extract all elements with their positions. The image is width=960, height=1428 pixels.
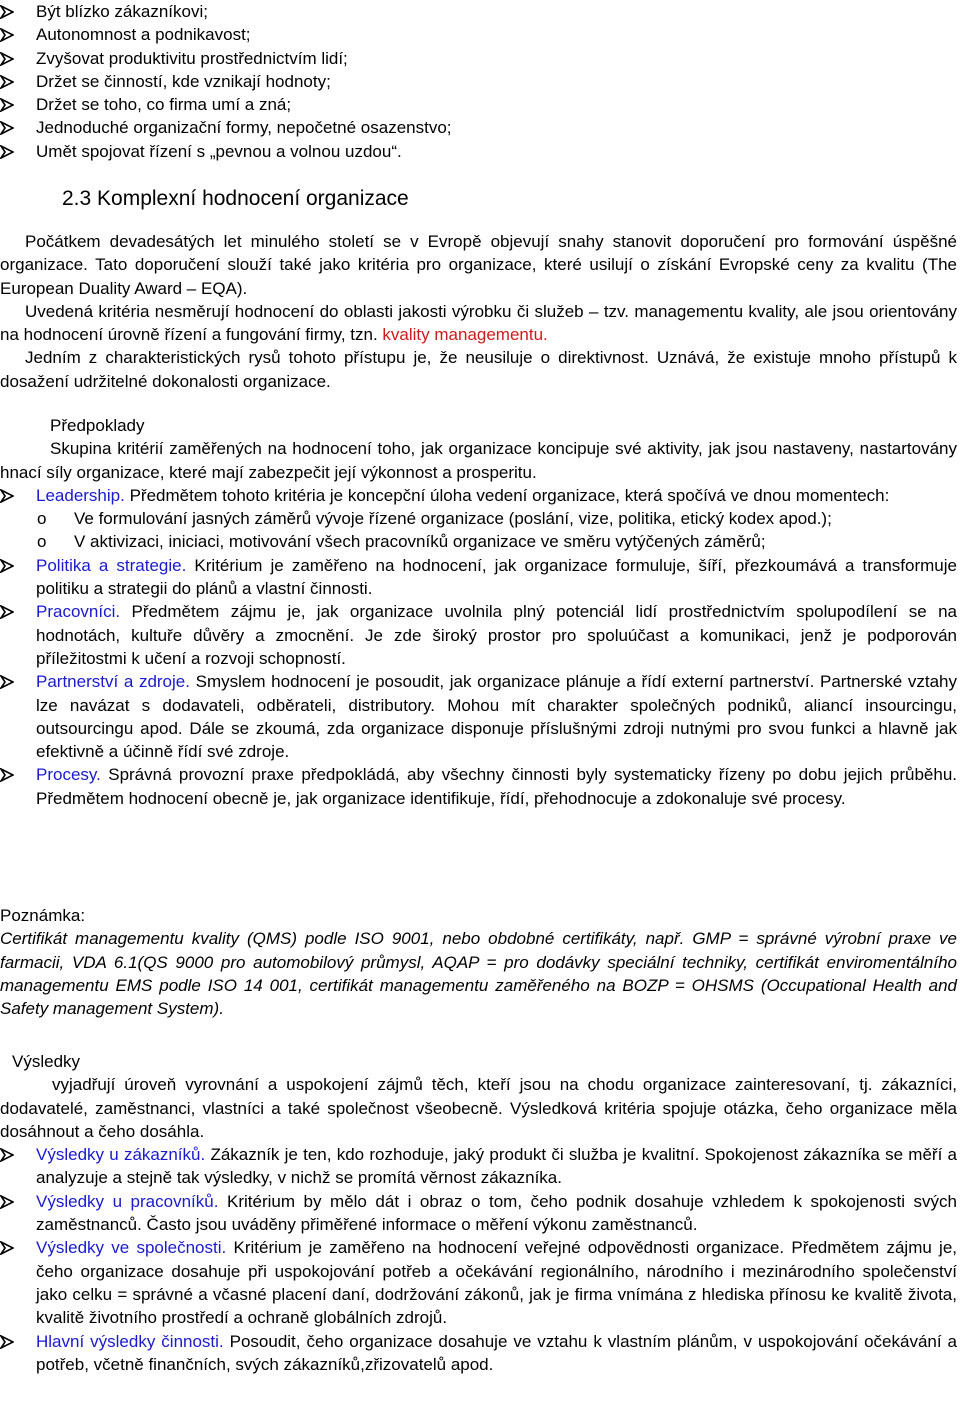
sub-list-item — [0, 530, 957, 553]
criterion-label: Procesy. — [36, 765, 101, 785]
section-heading: 2.3 Komplexní hodnocení organizace — [62, 187, 409, 210]
predpoklady-list-continued — [0, 554, 957, 810]
criterion-text: Kritérium by mělo dát i obraz o tom, čeho podnik dosahuje vzhledem k spokojenosti svých zaměstnanců. Často jsou uváděny přiměřené informace o měření výkonu zaměstnanců. — [36, 1191, 957, 1235]
arrow-bullet-icon — [0, 763, 16, 786]
bullet-text: Zvyšovat produktivitu prostřednictvím lidí; — [36, 48, 348, 68]
arrow-bullet-icon — [0, 116, 16, 139]
sub-item-text: V aktivizaci, iniciaci, motivování všech pracovníků organizace ve směru vytýčených záměrů; — [74, 532, 766, 552]
list-item — [0, 47, 900, 70]
criterion-label: Výsledky u pracovníků. — [36, 1191, 219, 1211]
arrow-bullet-icon — [0, 47, 16, 70]
bullet-text: Být blízko zákazníkovi; — [36, 2, 208, 21]
arrow-bullet-icon — [0, 1143, 16, 1166]
list-item — [0, 1143, 957, 1190]
criterion-text: Posoudit, čeho organizace dosahuje ve vztahu k vlastním plánům, v uspokojování očekávání a potřeb, včetně finančních, svých zákazníků,zřizovatelů apod. — [36, 1331, 957, 1374]
arrow-bullet-icon — [0, 140, 16, 163]
criterion-label: Hlavní výsledky činnosti. — [36, 1331, 224, 1351]
list-item-text — [36, 763, 957, 810]
subsection-heading: Předpoklady — [50, 416, 145, 435]
criterion-label: Leadership. — [36, 485, 125, 505]
criterion-text: Kritérium je zaměřeno na hodnocení, jak organizace formuluje, šíří, přezkoumává a transformuje politiku a strategii do plánů a vlastní činnosti. — [36, 555, 957, 599]
arrow-bullet-icon — [0, 0, 16, 23]
list-item — [0, 484, 957, 507]
list-item-text — [36, 1330, 957, 1377]
bullet-text: Jednoduché organizační formy, nepočetné osazenstvo; — [36, 118, 452, 138]
criterion-label: Politika a strategie. — [36, 555, 187, 575]
predpoklady-list — [0, 484, 957, 507]
note-section — [0, 904, 957, 1020]
list-item — [0, 554, 957, 601]
list-item — [0, 763, 957, 810]
section-body — [0, 230, 957, 393]
section-paragraph: Počátkem devadesátých let minulého století se v Evropě objevují snahy stanovit doporučení pro formování úspěšné organizace. Tato doporučení slouží také jako kritéria pro organizace, které usilují o získání Evropské ceny za kvalitu (The European Duality Award – EQA). — [0, 232, 957, 298]
criterion-text: Smyslem hodnocení je posoudit, jak organizace plánuje a řídí externí partnerství. Partnerské vztahy lze navázat s dodavateli, odběrateli, distributory. Mohou mít charakter společných podniků, aliancí insourcingu, outsourcingu apod. Dále se zkoumá, zda organizace disponuje příslušnými zdroji nutnými pro svou funkci a hlavně jak efektivně a účinně řídí své zdroje. — [36, 672, 957, 762]
section-paragraph: Jedním z charakteristických rysů tohoto přístupu je, že neusiluje o direktivnost. Uznává, že existuje mnoho přístupů k dosažení udržitelné dokonalosti organizace. — [0, 348, 957, 391]
paragraph-text: Uvedená kritéria nesměrují hodnocení do oblasti jakosti výrobku či služeb – tzv. managementu kvality, ale jsou orientovány na hodnocení úrovně řízení a fungování firmy, tzn. — [0, 301, 957, 345]
bullet-text: Držet se toho, co firma umí a zná; — [36, 95, 292, 115]
criterion-text: Kritérium je zaměřeno na hodnocení veřejné odpovědnosti organizace. Předmětem zájmu je, čeho organizace dosahuje při uspokojování potřeb a očekávání regionálního, národního i mezinárodního společenství jako celku = správné a včasné placení daní, dodržování zákonů, jak je firma vnímána z hlediska přínosu ke kvalitě života, kvalitě životního prostředí a ochraně globálních zdrojů. — [36, 1238, 957, 1328]
sub-bullet-marker: o — [37, 532, 47, 552]
bullet-text: Držet se činností, kde vznikají hodnoty; — [36, 71, 331, 91]
criterion-text: Předmětem zájmu je, jak organizace uvolnila plný potenciál lidí prostřednictvím spolupodílení se na hodnotách, kultuře důvěry a zmocnění. Je zde široký prostor pro spoluúčast a komunikaci, jenž je podporován příležitostmi k učení a rozvoji schopností. — [36, 602, 957, 668]
list-item — [0, 670, 957, 763]
bullet-text: Umět spojovat řízení s „pevnou a volnou uzdou“. — [36, 141, 402, 161]
highlight-text: kvality managementu. — [382, 325, 548, 345]
list-item — [0, 600, 957, 670]
criterion-text: Předmětem tohoto kritéria je koncepční úloha vedení organizace, která spočívá ve dnou momentech: — [124, 485, 890, 505]
criterion-label: Pracovníci. — [36, 602, 121, 622]
list-item — [0, 1190, 957, 1237]
sub-bullet-marker: o — [37, 509, 47, 529]
criterion-text: Zákazník je ten, kdo rozhoduje, jaký produkt či služba je kvalitní. Spokojenost zákazníka se měří a analyzuje a stejně tak výsledky, v nichž se promítá věrnost zákazníka. — [36, 1145, 957, 1188]
arrow-bullet-icon — [0, 1330, 16, 1353]
list-item — [0, 93, 900, 116]
arrow-bullet-icon — [0, 23, 16, 46]
criterion-label: Partnerství a zdroje. — [36, 672, 190, 692]
arrow-bullet-icon — [0, 484, 16, 507]
arrow-bullet-icon — [0, 1236, 16, 1259]
criterion-text: Správná provozní praxe předpokládá, aby všechny činnosti byly systematicky řízeny po dobu jejich průběhu. Předmětem hodnocení obecně je, jak organizace identifikuje, řídí, přehodnocuje a zdokonaluje své procesy. — [36, 765, 957, 808]
list-item — [0, 1330, 957, 1377]
list-item-text — [36, 1190, 957, 1237]
list-item — [0, 140, 900, 163]
bullet-text: Autonomnost a podnikavost; — [36, 25, 251, 45]
criterion-label: Výsledky u zákazníků. — [36, 1145, 206, 1165]
list-item — [0, 23, 900, 46]
subsection-heading: Výsledky — [12, 1052, 81, 1071]
list-item-text — [36, 554, 957, 601]
list-item — [0, 1236, 957, 1329]
arrow-bullet-icon — [0, 1190, 16, 1213]
sub-item-text: Ve formulování jasných záměrů vývoje řízené organizace (poslání, vize, politika, etický kodex apod.); — [74, 509, 832, 529]
vysledky-list — [0, 1143, 957, 1376]
leadership-sublist — [0, 507, 957, 554]
list-item-text — [36, 1143, 957, 1190]
note-text: Certifikát managementu kvality (QMS) podle ISO 9001, nebo obdobné certifikáty, např. GMP = správné výrobní praxe ve farmacii, VDA 6.1(QS 9000 pro automobilový průmysl, AQAP = pro dodávky speciální techniky, certifikát enviromentálního managementu EMS podle ISO 14 001, certifikát managementu zaměřeného na BOZP = OHSMS (Occupational Health and Safety management System). — [0, 929, 957, 1019]
arrow-bullet-icon — [0, 70, 16, 93]
list-item — [0, 70, 900, 93]
arrow-bullet-icon — [0, 600, 16, 623]
list-item-text — [36, 600, 957, 670]
sub-list-item — [0, 507, 957, 530]
criterion-label: Výsledky ve společnosti. — [36, 1238, 227, 1258]
subsection-intro: Skupina kritérií zaměřených na hodnocení toho, jak organizace koncipuje své aktivity, jak jsou nastaveny, nastartovány hnací síly organizace, které mají zabezpečit její výkonnost a prosperitu. — [0, 439, 957, 482]
predpoklady-section — [0, 414, 957, 810]
arrow-bullet-icon — [0, 554, 16, 577]
list-item-text — [36, 670, 957, 763]
list-item-text — [36, 484, 957, 507]
note-heading: Poznámka: — [0, 906, 86, 925]
vysledky-section — [0, 1050, 957, 1376]
arrow-bullet-icon — [0, 93, 16, 116]
list-item — [0, 116, 900, 139]
subsection-intro: vyjadřují úroveň vyrovnání a uspokojení zájmů těch, kteří jsou na chodu organizace zainteresovaní, tj. zákazníci, dodavatelé, zaměstnanci, vlastníci a také společnost všeobecně. Výsledková kritéria spojuje otázka, čeho organizace měla dosáhnout a čeho dosáhla. — [0, 1075, 957, 1141]
list-item — [0, 0, 900, 23]
section-paragraph — [0, 300, 957, 347]
intro-bullet-list — [0, 0, 900, 163]
list-item-text — [36, 1236, 957, 1329]
arrow-bullet-icon — [0, 670, 16, 693]
